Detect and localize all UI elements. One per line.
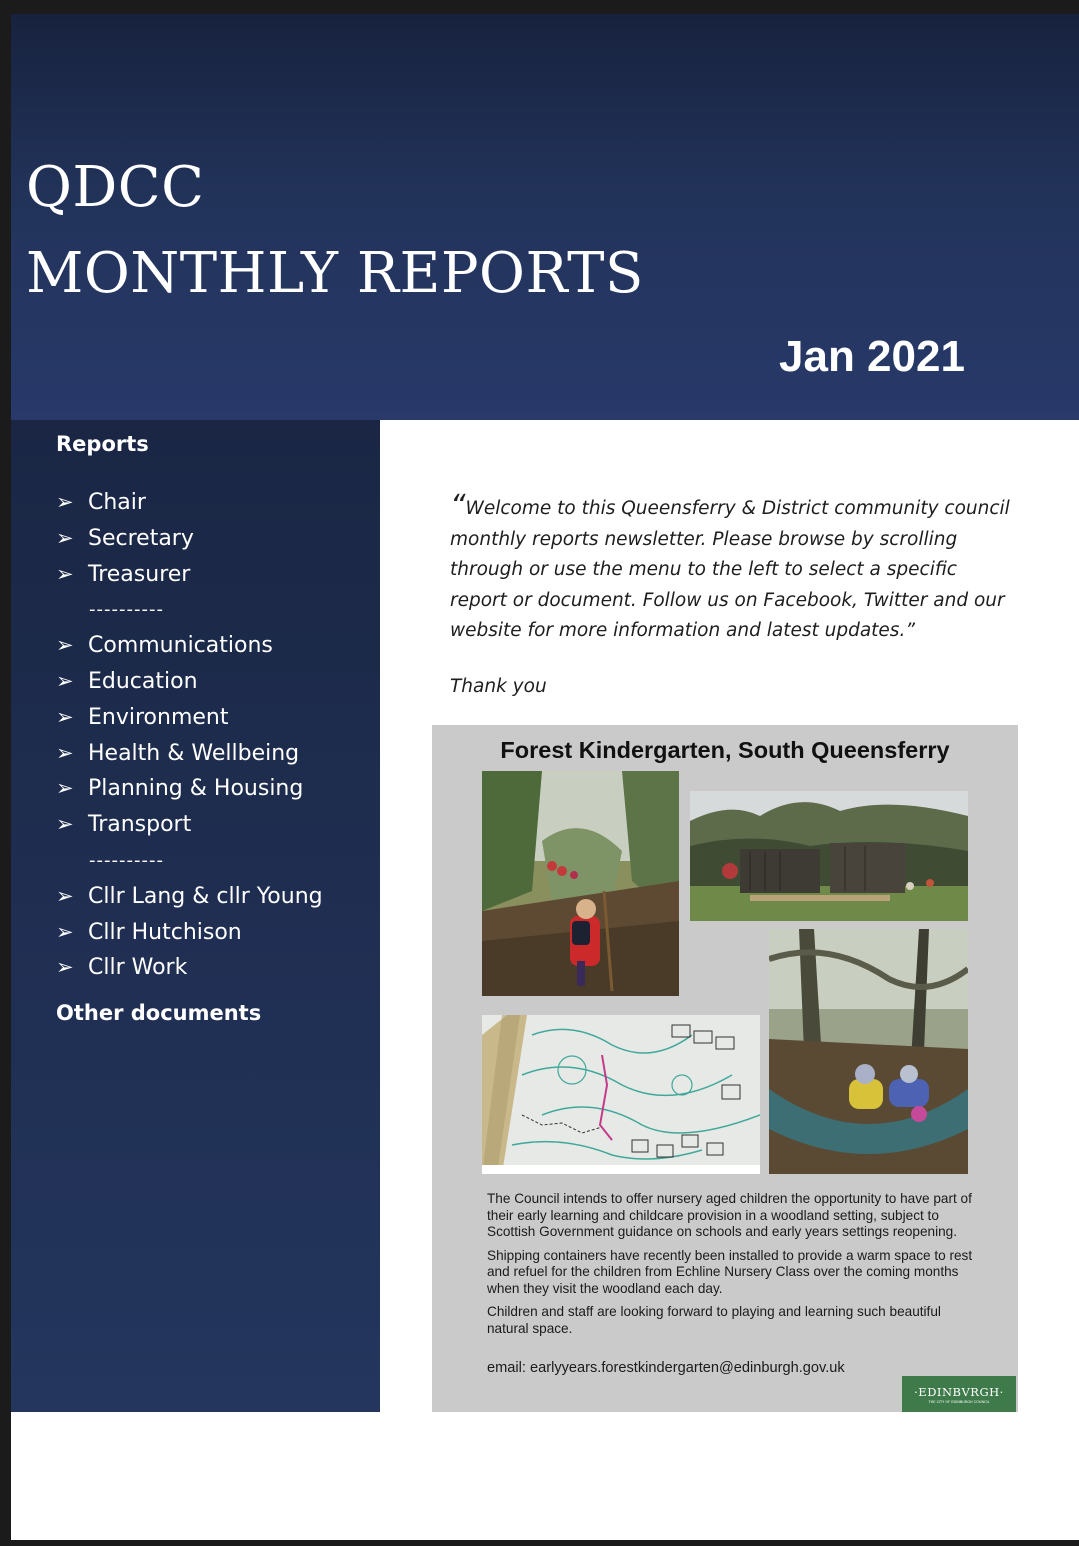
arrow-bullet-icon: ➢ — [56, 776, 74, 801]
poster-body — [487, 1191, 977, 1344]
arrow-bullet-icon: ➢ — [56, 919, 74, 944]
document-page — [11, 14, 1079, 1540]
forest-kindergarten-poster — [432, 725, 1018, 1412]
menu-item-label: Cllr Work — [88, 955, 188, 981]
menu-item-cllr-work[interactable] — [56, 950, 323, 986]
menu-separator: ---------- — [89, 849, 164, 871]
site-plan-map — [482, 1015, 760, 1174]
poster-title: Forest Kindergarten, South Queensferry — [500, 737, 950, 763]
menu-item-label: Cllr Hutchison — [88, 919, 242, 945]
menu-item-planning-housing[interactable] — [56, 771, 323, 807]
menu-item-label: Cllr Lang & cllr Young — [88, 883, 323, 909]
header-banner — [11, 14, 1079, 420]
report-date: Jan 2021 — [779, 332, 965, 381]
menu-item-cllr-lang-cllr-young[interactable] — [56, 879, 323, 915]
menu-item-health-wellbeing[interactable] — [56, 736, 323, 772]
welcome-message — [450, 489, 1010, 647]
poster-email[interactable]: email: earlyyears.forestkindergarten@edinburgh.gov.uk — [487, 1360, 845, 1376]
title-monthly-reports: MONTHLY REPORTS — [26, 241, 644, 306]
arrow-bullet-icon: ➢ — [56, 740, 74, 765]
poster-paragraph: The Council intends to offer nursery aged children the opportunity to have part of their early learning and childcare provision in a woodland setting, subject to Scottish Government guidance on schools and early years settings reopening. — [487, 1191, 972, 1239]
reports-list — [56, 485, 323, 986]
menu-item-treasurer[interactable] — [56, 557, 323, 593]
menu-item-label: Secretary — [88, 525, 194, 551]
menu-item-label: Health & Wellbeing — [88, 740, 300, 766]
menu-item-label: Planning & Housing — [88, 776, 304, 802]
sidebar-menu — [11, 420, 380, 1412]
menu-item-chair[interactable] — [56, 485, 323, 521]
arrow-bullet-icon: ➢ — [56, 561, 74, 586]
logo-subtext: THE CITY OF EDINBURGH COUNCIL — [928, 1400, 990, 1404]
woodland-walk-photo — [482, 771, 679, 996]
edinburgh-council-logo — [902, 1376, 1016, 1412]
arrow-bullet-icon: ➢ — [56, 955, 74, 980]
menu-item-education[interactable] — [56, 664, 323, 700]
menu-item-label: Treasurer — [88, 561, 191, 587]
menu-item-communications[interactable] — [56, 628, 323, 664]
open-quote-mark: “ — [450, 489, 466, 524]
arrow-bullet-icon: ➢ — [56, 490, 74, 514]
menu-item-label: Education — [88, 668, 198, 694]
logo-text: ·EDINBVRGH· — [914, 1385, 1004, 1399]
menu-separator: ---------- — [89, 599, 164, 621]
menu-item-secretary[interactable] — [56, 521, 323, 557]
menu-item-label: Communications — [88, 633, 273, 659]
menu-item-label: Transport — [88, 812, 192, 838]
other-documents-link[interactable]: Other documents — [56, 1001, 262, 1025]
arrow-bullet-icon: ➢ — [56, 668, 74, 693]
welcome-text: Welcome to this Queensferry & District community council monthly reports newsletter. Please browse by scrolling through or use the menu to the left to select a specific report or document. Follow us on Facebook, Twitter and our website for more information and latest updates.” — [450, 498, 1010, 642]
poster-paragraph: Children and staff are looking forward to playing and learning such beautiful natural space. — [487, 1304, 941, 1336]
menu-item-cllr-hutchison[interactable] — [56, 915, 323, 951]
menu-item-label: Chair — [88, 490, 146, 515]
arrow-bullet-icon: ➢ — [56, 883, 74, 908]
menu-item-label: Environment — [88, 704, 229, 730]
menu-item-environment[interactable] — [56, 700, 323, 736]
arrow-bullet-icon: ➢ — [56, 633, 74, 658]
arrow-bullet-icon: ➢ — [56, 525, 74, 550]
arrow-bullet-icon: ➢ — [56, 812, 74, 837]
reports-heading[interactable]: Reports — [56, 432, 149, 456]
arrow-bullet-icon: ➢ — [56, 704, 74, 729]
poster-paragraph: Shipping containers have recently been installed to provide a warm space to rest and refuel for the children from Echline Nursery Class over the coming months when they visit the woodland each day. — [487, 1247, 973, 1296]
title-qdcc: QDCC — [26, 155, 205, 220]
hammock-photo — [769, 929, 968, 1174]
containers-render-photo — [690, 791, 968, 921]
menu-item-transport[interactable] — [56, 807, 323, 843]
thank-you-text: Thank you — [450, 676, 547, 697]
